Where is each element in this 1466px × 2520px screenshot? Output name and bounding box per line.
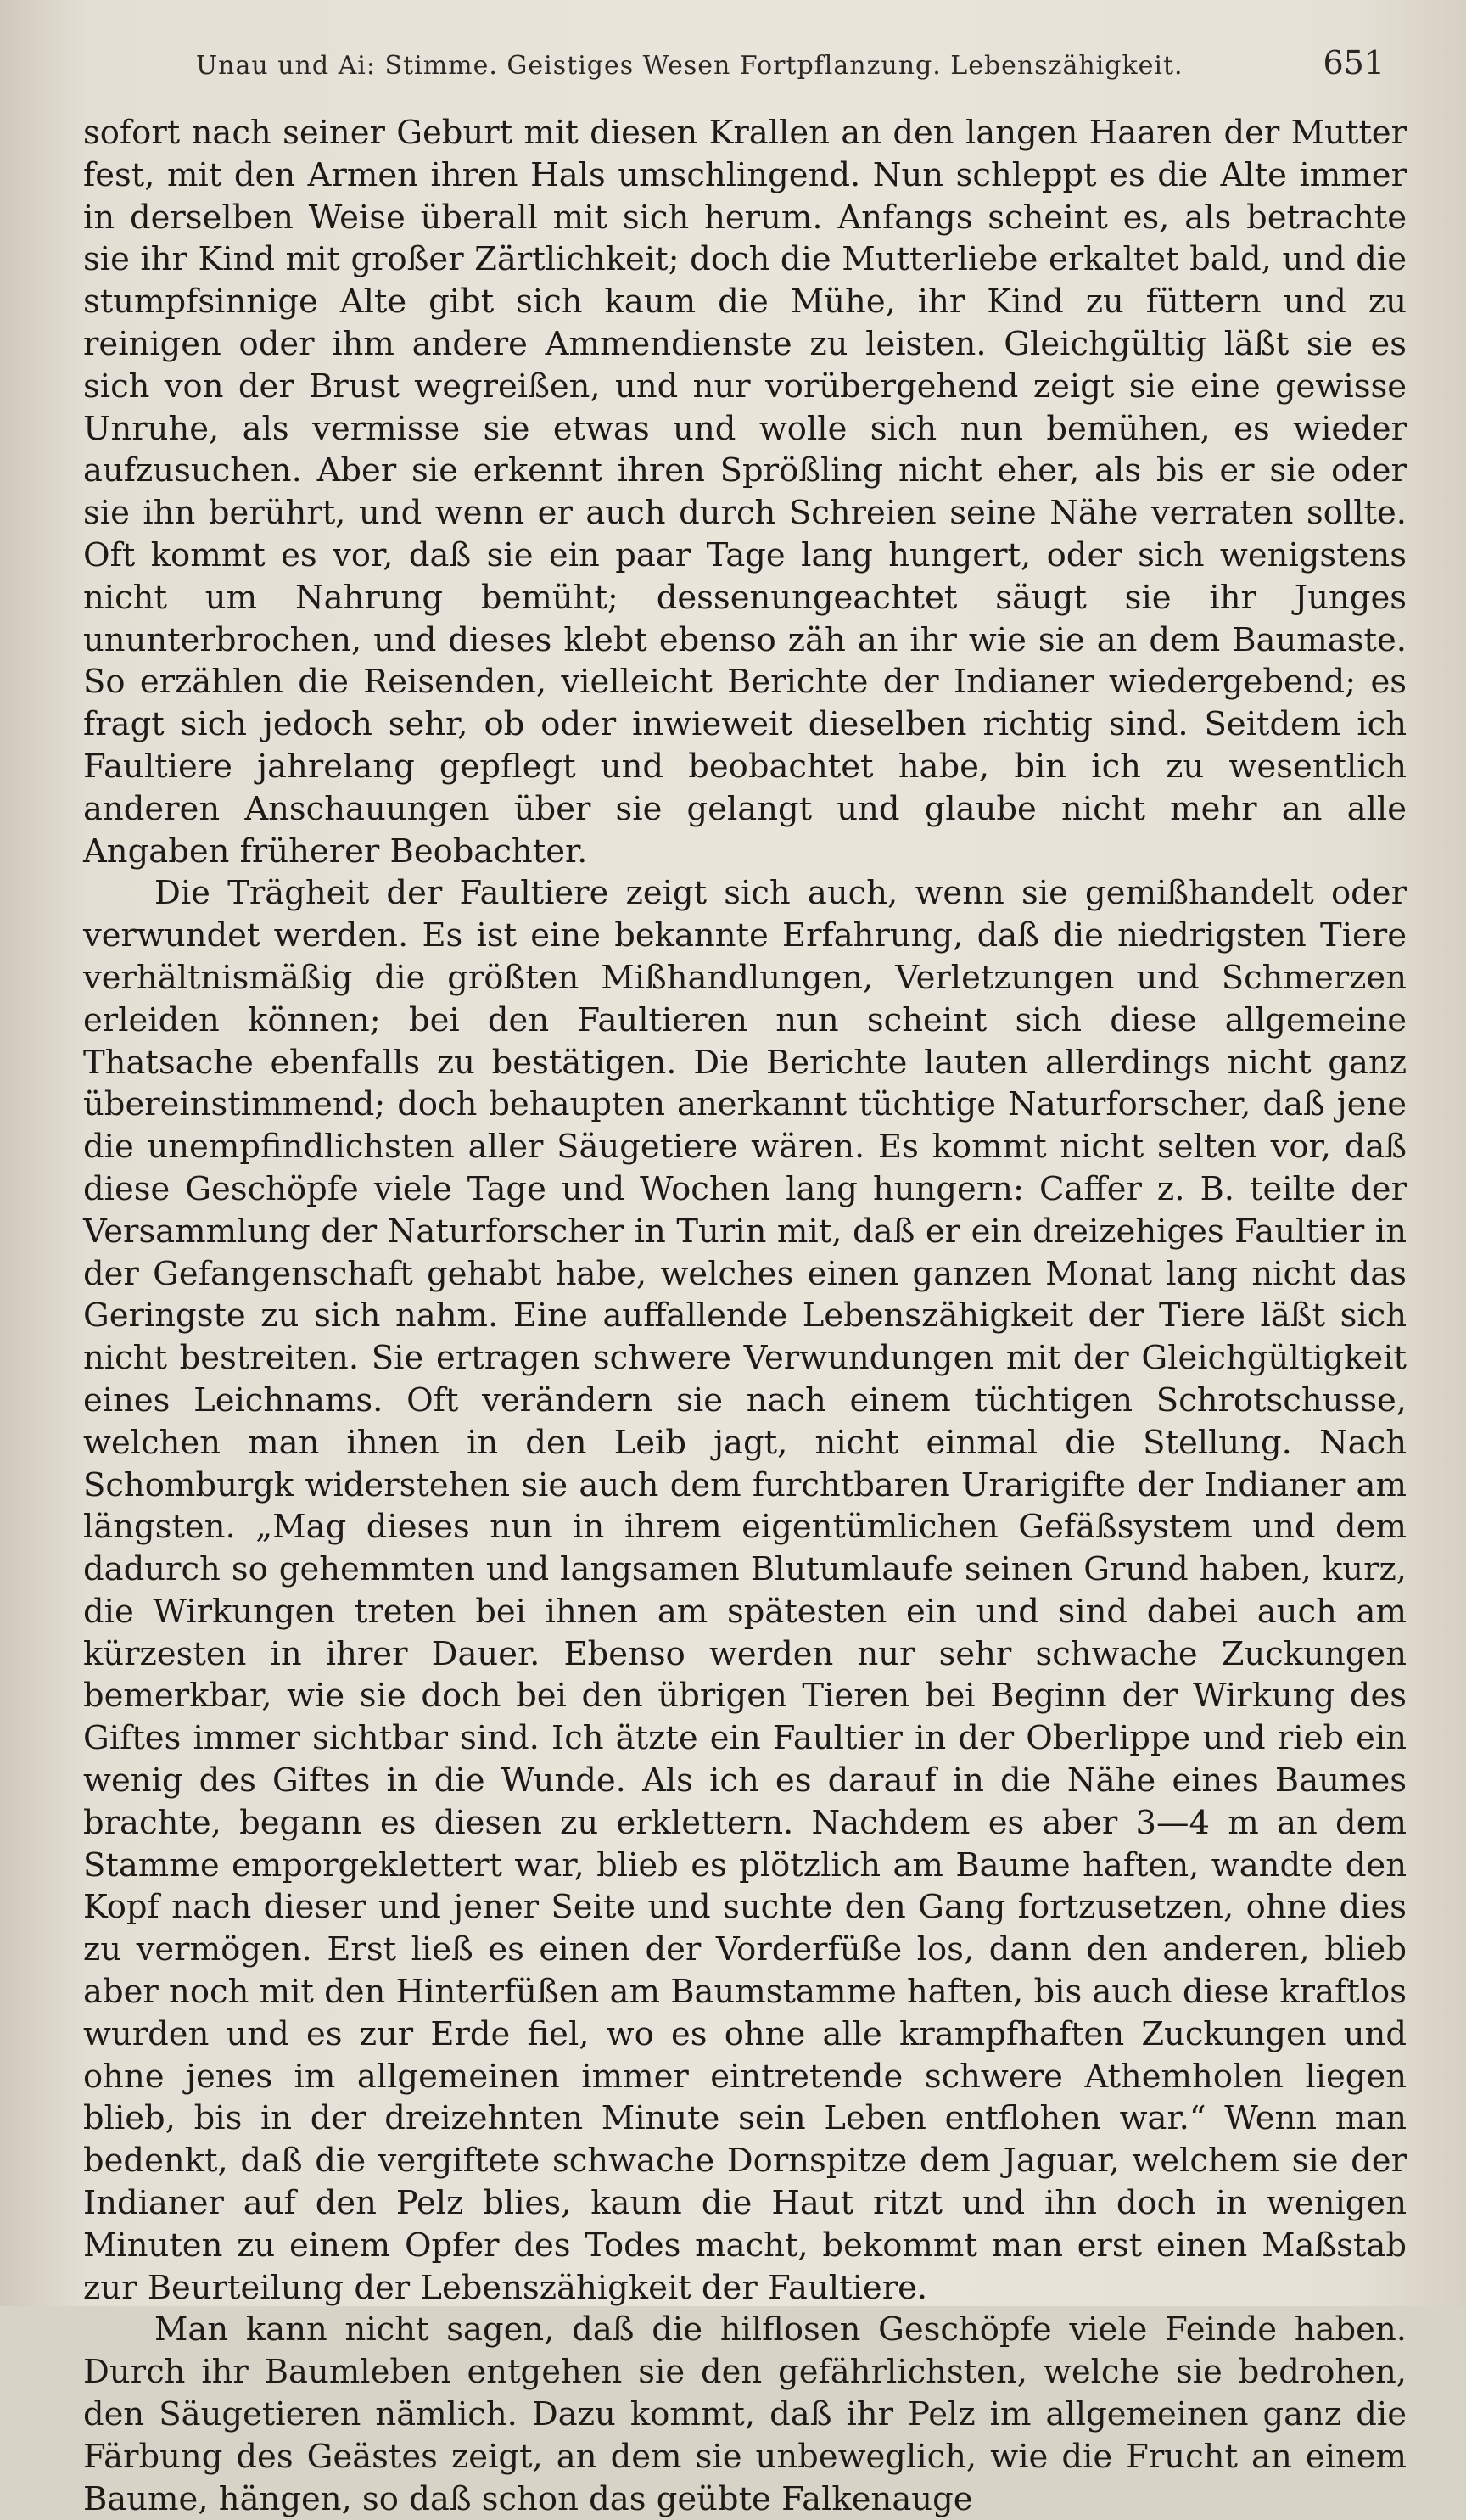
paragraph-3: Man kann nicht sagen, daß die hilflosen Geschöpfe viele Feinde haben. Durch ihr Baumleben entgehen sie den gefährlichsten, welche sie bedrohen, den Säugetieren nämlich. Dazu kommt, daß ihr Pelz im allgemeinen ganz die Färbung des Geästes zeigt, an dem sie unbeweglich, wie die Frucht an einem Baume, hängen, so daß schon das geübte Falkenauge (83, 2310, 1407, 2518)
page-number: 651 (1323, 44, 1385, 81)
running-title: Unau und Ai: Stimme. Geistiges Wesen Fortpflanzung. Lebenszähigkeit. (195, 51, 1183, 81)
paragraph-1: sofort nach seiner Geburt mit diesen Krallen an den langen Haaren der Mutter fest, mit den Armen ihren Hals umschlingend. Nun schleppt es die Alte immer in derselben Weise überall mit sich herum. Anfangs scheint es, als betrachte sie ihr Kind mit großer Zärtlichkeit; doch die Mutterliebe erkaltet bald, und die stumpfsinnige Alte gibt sich kaum die Mühe, ihr Kind zu füttern und zu reinigen oder ihm andere Ammendienste zu leisten. Gleichgültig läßt sie es sich von der Brust wegreißen, und nur vorübergehend zeigt sie eine gewisse Unruhe, als vermisse sie etwas und wolle sich nun bemühen, es wieder aufzusuchen. Aber sie erkennt ihren Sprößling nicht eher, als bis er sie oder sie ihn berührt, und wenn er auch durch Schreien seine Nähe verraten sollte. Oft kommt es vor, daß sie ein paar Tage lang hungert, oder sich wenigstens nicht um Nahrung bemüht; dessenungeachtet säugt sie ihr Junges ununterbrochen, und dieses klebt ebenso zäh an ihr wie sie an dem Baumaste. So erzählen die Reisenden, vielleicht Berichte der Indianer wiedergebend; es fragt sich jedoch sehr, ob oder inwieweit dieselben richtig sind. Seitdem ich Faultiere jahrelang gepflegt und beobachtet habe, bin ich zu wesentlich anderen Anschauungen über sie gelangt und glaube nicht mehr an alle Angaben früherer Beobachter. (83, 114, 1407, 871)
paragraph-2: Die Trägheit der Faultiere zeigt sich auch, wenn sie gemißhandelt oder verwundet werden. Es ist eine bekannte Erfahrung, daß die niedrigsten Tiere verhältnismäßig die größten Mißhandlungen, Verletzungen und Schmerzen erleiden können; bei den Faultieren nun scheint sich diese allgemeine Thatsache ebenfalls zu bestätigen. Die Berichte lauten allerdings nicht ganz übereinstimmend; doch behaupten anerkannt tüchtige Naturforscher, daß jene die unempfindlichsten aller Säugetiere wären. Es kommt nicht selten vor, daß diese Geschöpfe viele Tage und Wochen lang hungern: Caffer z. B. teilte der Versammlung der Naturforscher in Turin mit, daß er ein dreizehiges Faultier in der Gefangenschaft gehabt habe, welches einen ganzen Monat lang nicht das Geringste zu sich nahm. Eine auffallende Lebenszähigkeit der Tiere läßt sich nicht bestreiten. Sie ertragen schwere Verwundungen mit der Gleichgültigkeit eines Leichnams. Oft verändern sie nach einem tüchtigen Schrotschusse, welchen man ihnen in den Leib jagt, nicht einmal die Stellung. Nach Schomburgk widerstehen sie auch dem furchtbaren Urarigifte der Indianer am längsten. „Mag dieses nun in ihrem eigentümlichen Gefäßsystem und dem dadurch so gehemmten und langsamen Blutumlaufe seinen Grund haben, kurz, die Wirkungen treten bei ihnen am spätesten ein und sind dabei auch am kürzesten in ihrer Dauer. Ebenso werden nur sehr schwache Zuckungen bemerkbar, wie sie doch bei den übrigen Tieren bei Beginn der Wirkung des Giftes immer sichtbar sind. Ich ätzte ein Faultier in der Oberlippe und rieb ein wenig des Giftes in die Wunde. Als ich es darauf in die Nähe eines Baumes brachte, begann es diesen zu erklettern. Nachdem es aber 3—4 m an dem Stamme emporgeklettert war, blieb es plötzlich am Baume haften, wandte den Kopf nach dieser und jener Seite und suchte den Gang fortzusetzen, ohne dies zu vermögen. Erst ließ es einen der Vorderfüße los, dann den anderen, blieb aber noch mit den Hinterfüßen am Baumstamme haften, bis auch diese kraftlos wurden und es zur Erde fiel, wo es ohne alle krampfhaften Zuckungen und ohne jenes im allgemeinen immer eintretende schwere Athemholen liegen blieb, bis in der dreizehnten Minute sein Leben entflohen war.“ Wenn man bedenkt, daß die vergiftete schwache Dornspitze dem Jaguar, welchem sie der Indianer auf den Pelz blies, kaum die Haut ritzt und ihn doch in wenigen Minuten zu einem Opfer des Todes macht, bekommt man erst einen Maßstab zur Beurteilung der Lebenszähigkeit der Faultiere. (83, 874, 1407, 2307)
body-text (83, 112, 1407, 2520)
running-head (81, 44, 1385, 95)
